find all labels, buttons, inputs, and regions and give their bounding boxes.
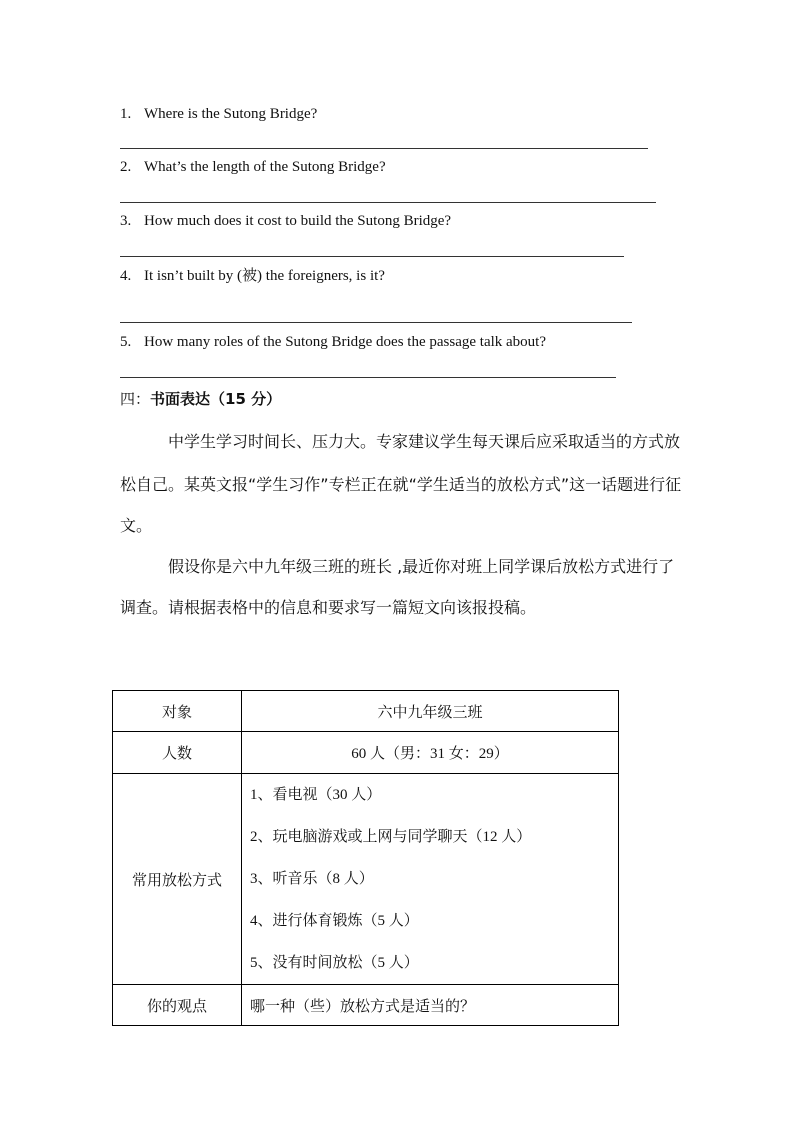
- table-row: [113, 691, 619, 732]
- section-prefix: 四：: [120, 390, 151, 408]
- paragraph-1-line-2: 松自己。某英文报“学生习作”专栏正在就“学生适当的放松方式”这一话题进行征: [120, 475, 682, 494]
- table-value-opinion: 哪一种（些）放松方式是适当的？: [242, 985, 619, 1026]
- question-3: [120, 212, 451, 230]
- question-text: How much does it cost to build the Sutong Bridge?: [144, 213, 452, 229]
- table-label-subject: 对象: [113, 691, 242, 732]
- question-number: 5.: [120, 334, 132, 350]
- list-item: 1、看电视（30 人）: [250, 787, 382, 803]
- table-row: [113, 985, 619, 1026]
- table-value-subject: 六中九年级三班: [242, 691, 619, 732]
- question-text: What’s the length of the Sutong Bridge?: [144, 159, 386, 175]
- list-item: 2、玩电脑游戏或上网与同学聊天（12 人）: [250, 829, 532, 845]
- answer-line-4[interactable]: [120, 322, 632, 323]
- answer-line-3[interactable]: [120, 256, 624, 257]
- question-5: [120, 333, 546, 351]
- question-number: 1.: [120, 106, 132, 122]
- question-4: [120, 267, 385, 285]
- question-text: How many roles of the Sutong Bridge does the passage talk about?: [144, 334, 546, 350]
- survey-table: [112, 690, 619, 1026]
- answer-line-2[interactable]: [120, 202, 656, 203]
- answer-line-1[interactable]: [120, 148, 648, 149]
- table-value-count: 60 人（男：31 女：29）: [242, 732, 619, 774]
- answer-line-5[interactable]: [120, 377, 616, 378]
- methods-list: [242, 774, 618, 984]
- section-title: 书面表达（15 分）: [150, 390, 282, 408]
- question-number: 2.: [120, 159, 132, 175]
- question-1: [120, 105, 317, 123]
- paragraph-1-line-1: 中学生学习时间长、压力大。专家建议学生每天课后应采取适当的方式放: [168, 432, 681, 451]
- section-heading: [120, 389, 281, 410]
- question-text: It isn’t built by (被) the foreigners, is it?: [144, 268, 385, 284]
- question-number: 3.: [120, 213, 132, 229]
- question-2: [120, 158, 386, 176]
- table-label-count: 人数: [113, 732, 242, 774]
- question-number: 4.: [120, 268, 132, 284]
- table-label-methods: 常用放松方式: [113, 774, 242, 985]
- question-text: Where is the Sutong Bridge?: [144, 106, 318, 122]
- table-row: [113, 774, 619, 985]
- table-row: [113, 732, 619, 774]
- paragraph-1-line-3: 文。: [120, 516, 153, 535]
- table-label-opinion: 你的观点: [113, 985, 242, 1026]
- table-value-methods: [242, 774, 619, 985]
- list-item: 4、进行体育锻炼（5 人）: [250, 913, 419, 929]
- paragraph-2-line-1: 假设你是六中九年级三班的班长 ,最近你对班上同学课后放松方式进行了: [168, 557, 675, 576]
- paragraph-2-line-2: 调查。请根据表格中的信息和要求写一篇短文向该报投稿。: [120, 598, 537, 617]
- list-item: 3、听音乐（8 人）: [250, 871, 374, 887]
- list-item: 5、没有时间放松（5 人）: [250, 955, 419, 971]
